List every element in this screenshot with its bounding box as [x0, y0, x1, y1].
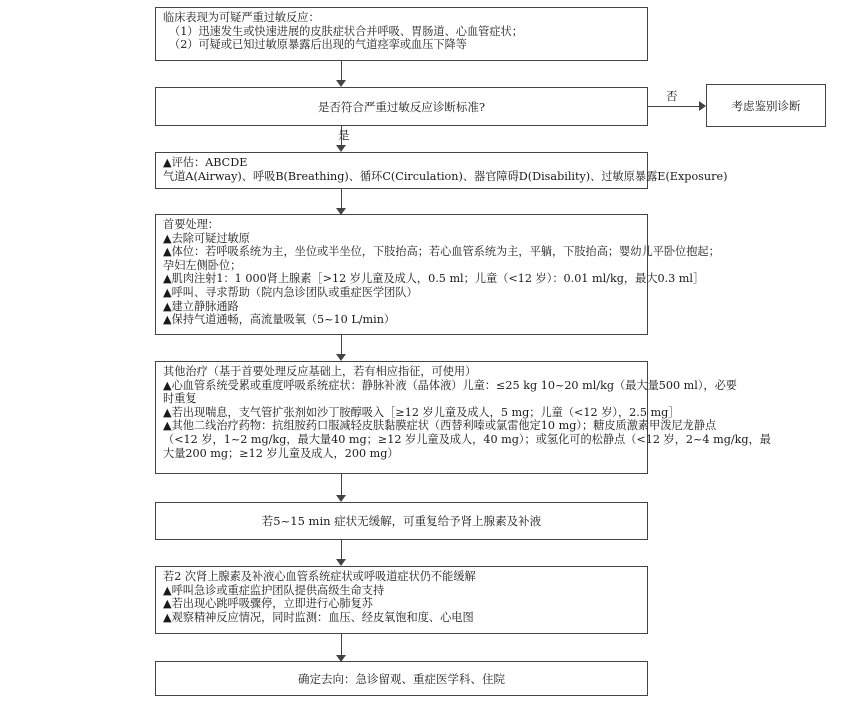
box5-line-7: 大量200 mg；≥12 岁儿童及成人，200 mg）	[163, 446, 399, 460]
connector-1	[341, 61, 342, 81]
box5-line-4: ▲若出现喘息，支气管扩张剂如沙丁胺醇吸入［≥12 岁儿童及成人，5 mg；儿童（<12 岁），2.5 mg］	[163, 405, 680, 419]
connector-3	[341, 189, 342, 209]
box5-line-6: （<12 岁，1~2 mg/kg，最大量40 mg；≥12 岁儿童及成人，40 mg）；或氢化可的松静点（<12 岁，2~4 mg/kg，最	[163, 432, 771, 446]
arrow-no	[699, 101, 706, 111]
box7-line-1: 若2 次肾上腺素及补液心血管系统症状或呼吸道症状仍不能缓解	[163, 570, 476, 583]
connector-4	[341, 335, 342, 355]
arrow-4	[336, 354, 346, 361]
edge-label-no: 否	[666, 89, 678, 103]
box4-line-6: ▲呼叫、寻求帮助（院内急诊团队或重症医学团队）	[163, 285, 418, 299]
flow-box-repeat-epinephrine	[155, 502, 648, 540]
box5-line-5: ▲其他二线治疗药物：抗组胺药口服减轻皮肤黏膜症状（西替利嗪或氯雷他定10 mg）；糖皮质激素甲泼尼龙静点	[163, 419, 717, 433]
flow-box-clinical-presentation	[155, 7, 648, 61]
box-diff-text: 考虑鉴别诊断	[731, 98, 801, 113]
arrow-1	[336, 80, 346, 87]
flow-box-initial-management	[155, 214, 720, 335]
box4-line-7: ▲建立静脉通路	[163, 299, 239, 313]
flow-box-advanced-support	[155, 566, 648, 634]
arrow-2	[336, 145, 346, 152]
box4-line-2: ▲去除可疑过敏原	[163, 231, 250, 245]
connector-5	[341, 474, 342, 496]
box1-line-3: （2）可疑或已知过敏原暴露后出现的气道痉挛或血压下降等	[169, 38, 467, 52]
flow-box-disposition	[155, 661, 648, 696]
box4-line-3: ▲体位：若呼吸系统为主，坐位或半坐位，下肢抬高；若心血管系统为主，平躺，下肢抬高；婴幼儿平卧位抱起；	[163, 245, 720, 259]
box4-line-1: 首要处理：	[163, 218, 219, 231]
box5-line-2: ▲心血管系统受累或重度呼吸系统症状：静脉补液（晶体液）儿童：≤25 kg 10~20 ml/kg（最大量500 ml），必要	[163, 378, 737, 392]
box4-line-5: ▲肌肉注射1：1 000肾上腺素［>12 岁儿童及成人，0.5 ml；儿童（<12 岁）：0.01 ml/kg，最大0.3 ml］	[163, 272, 705, 286]
box1-line-1: 临床表现为可疑严重过敏反应：	[163, 11, 320, 24]
box3-line-1: ▲评估：ABCDE	[163, 156, 248, 169]
flow-box-assessment	[155, 152, 728, 189]
box7-line-2: ▲呼叫急诊或重症监护团队提供高级生命支持	[163, 583, 385, 597]
arrow-5	[336, 495, 346, 502]
box8-text: 确定去向：急诊留观、重症医学科、住院	[298, 671, 505, 686]
connector-7	[341, 634, 342, 656]
box5-line-1: 其他治疗（基于首要处理反应基础上，若有相应指征，可使用）	[163, 365, 477, 378]
box2-text: 是否符合严重过敏反应诊断标准?	[317, 99, 486, 114]
box4-line-8: ▲保持气道通畅，高流量吸氧（5~10 L/min）	[163, 313, 396, 327]
flow-box-diagnosis-question	[155, 87, 648, 126]
box1-line-2: （1）迅速发生或快速进展的皮肤症状合并呼吸、胃肠道、心血管症状；	[169, 24, 523, 38]
flow-box-other-treatment	[155, 361, 771, 474]
connector-no	[648, 106, 700, 107]
box6-text: 若5~15 min 症状无缓解，可重复给予肾上腺素及补液	[261, 514, 542, 528]
box7-line-3: ▲若出现心跳呼吸骤停，立即进行心肺复苏	[163, 597, 373, 611]
box7-line-4: ▲观察精神反应情况，同时监测：血压、经皮氧饱和度、心电图	[163, 610, 474, 624]
box5-line-3: 时重复	[163, 392, 197, 406]
edge-label-yes: 是	[338, 128, 350, 142]
connector-6	[341, 540, 342, 560]
arrow-6	[336, 559, 346, 566]
box4-line-4: 孕妇左侧卧位；	[163, 258, 242, 272]
box3-line-2: 气道A(Airway)、呼吸B(Breathing)、循环C(Circulation)、器官障碍D(Disability)、过敏原暴露E(Exposure)	[163, 169, 728, 183]
flow-box-differential-diagnosis	[706, 84, 826, 127]
